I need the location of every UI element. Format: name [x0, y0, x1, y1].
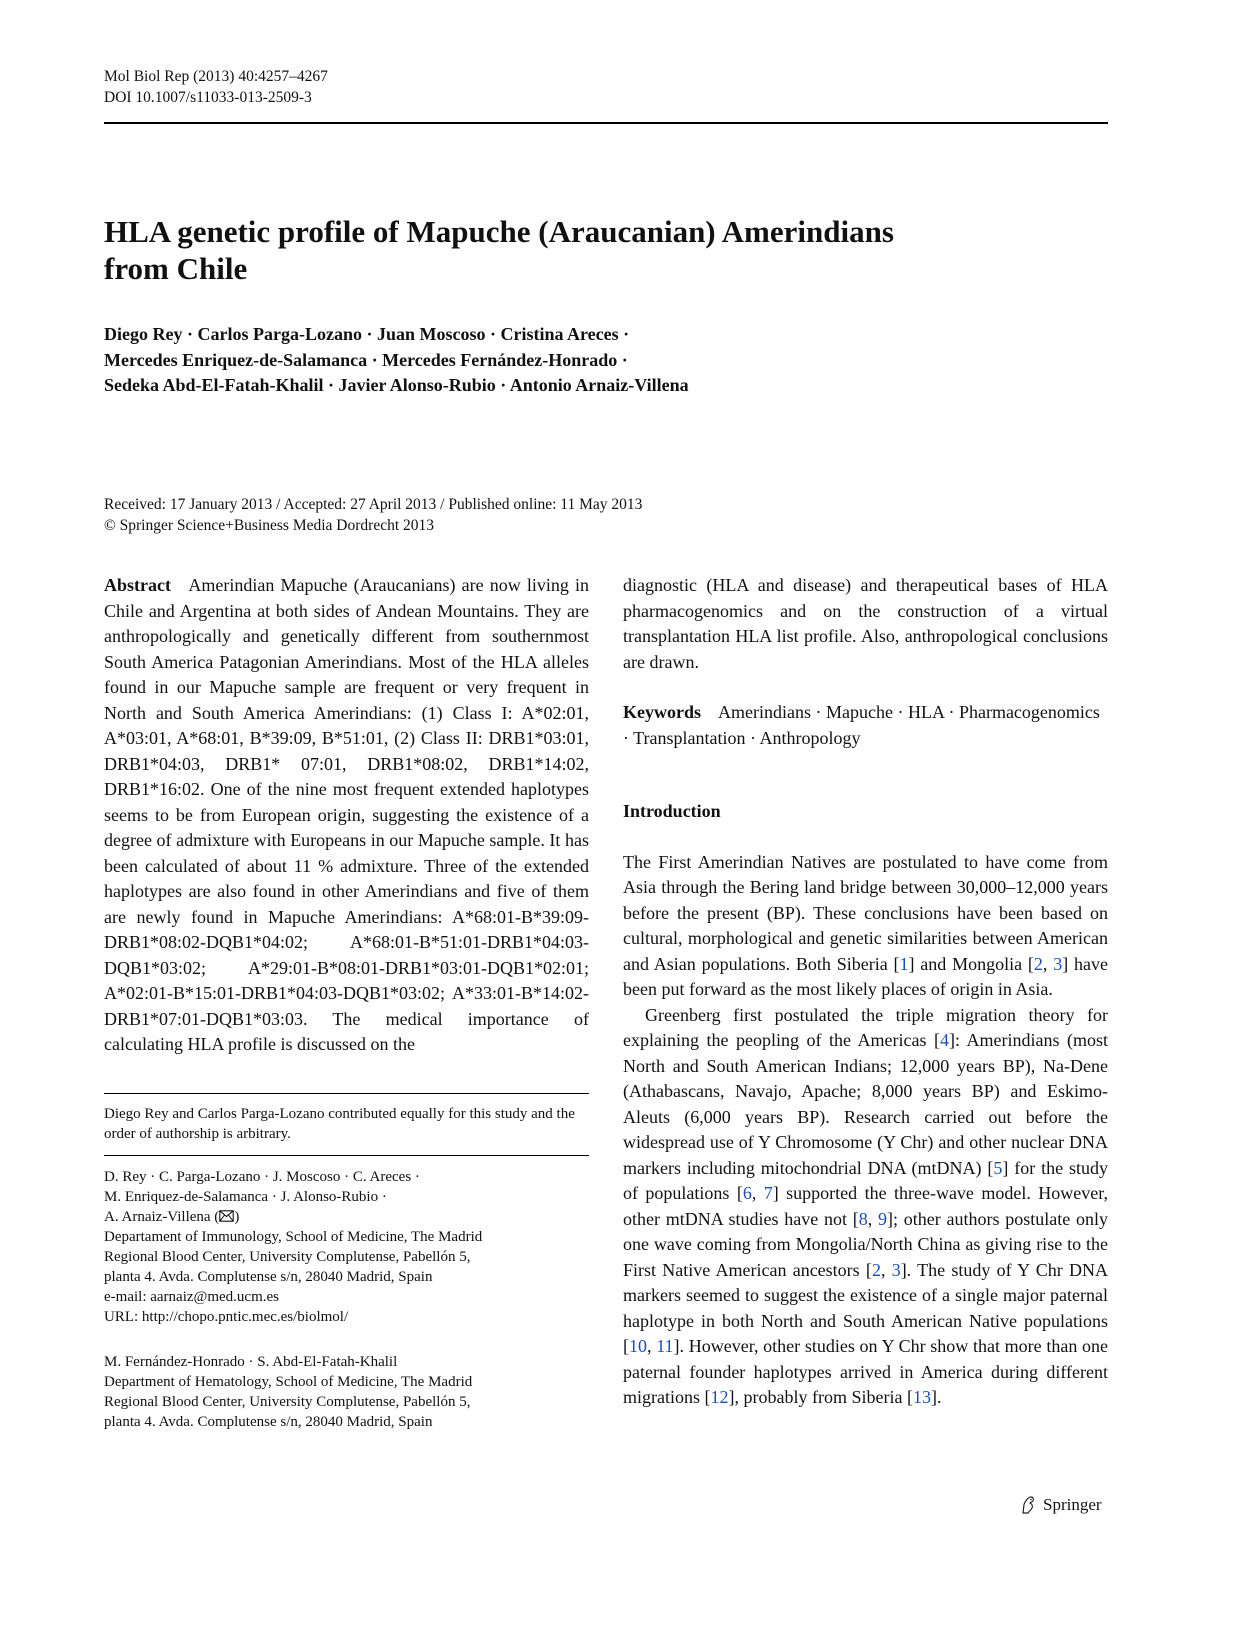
- paragraph-text: Greenberg first postulated the triple migration theory for explaining the peopling of the Americas [: [623, 1004, 1108, 1050]
- header-rule: [104, 122, 1108, 124]
- affiliation-department: Regional Blood Center, University Complutense, Pabellón 5,: [104, 1249, 471, 1265]
- citation-link[interactable]: 9: [878, 1208, 888, 1229]
- citation-link[interactable]: 10: [629, 1336, 647, 1356]
- journal-header: [104, 66, 328, 108]
- citation-link[interactable]: 2: [871, 1259, 881, 1280]
- doi: DOI 10.1007/s11033-013-2509-3: [104, 89, 312, 106]
- paragraph-text: ]. However, other studies on Y Chr show that more than one paternal founder haplotypes arrived in America during different migrations [: [623, 1336, 1109, 1407]
- paragraph-text: ,: [867, 1208, 879, 1229]
- publication-dates: [104, 494, 1004, 536]
- citation-link[interactable]: 3: [891, 1259, 901, 1280]
- contribution-text: Diego Rey and Carlos Parga-Lozano contributed equally for this study and the order of authorship is arbitrary.: [104, 1106, 575, 1142]
- citation-link[interactable]: 13: [912, 1387, 931, 1407]
- title-line: from Chile: [104, 251, 248, 286]
- affiliation-rule: [104, 1155, 589, 1156]
- author-line: Mercedes Enriquez-de-Salamanca · Mercedes Fernández-Honrado ·: [104, 349, 628, 370]
- citation-link[interactable]: 11: [656, 1336, 674, 1356]
- envelope-icon: [219, 1210, 234, 1222]
- affiliation-department: Regional Blood Center, University Complutense, Pabellón 5,: [104, 1394, 471, 1410]
- affiliation-hematology: [104, 1352, 589, 1432]
- corresponding-author: A. Arnaiz-Villena ( ): [104, 1209, 240, 1225]
- abstract-text: Amerindian Mapuche (Araucanians) are now living in Chile and Argentina at both sides of Andean Mountains. They are anthropologically and genetically different from southernmost South America Patagonian Amerindians. Most of the HLA alleles found in our Mapuche sample are frequent or very frequent in North and South America Amerindians: (1) Class I: A*02:01, A*03:01, A*68:01, B*39:09, B*51:01, (2) Class II: DRB1*03:01, DRB1*04:03, DRB1* 07:01, DRB1*08:02, DRB1*14:02, DRB1*16:02. One of the nine most frequent extended haplotypes seems to be from European origin, suggesting the existence of a degree of admixture with Europeans in our Mapuche sample. It has been calculated of about 11 % admixture. Three of the extended haplotypes are also found in other Amerindians and five of them are newly found in Mapuche Amerindians: A*68:01-B*39:09-DRB1*08:02-DQB1*04:02; A*68:01-B*51:01-DRB1*04:03-DQB1*03:02; A*29:01-B*08:01-DRB1*03:01-DQB1*02:01; A*02:01-B*15:01-DRB1*04:03-DQB1*03:02; A*33:01-B*14:02-DRB1*07:01-DQB1*03:03. The medical importance of calculating HLA profile is discussed on the: [104, 575, 589, 1054]
- affiliation-names: D. Rey · C. Parga-Lozano · J. Moscoso · C. Areces ·: [104, 1169, 420, 1185]
- affiliation-names: M. Fernández-Honrado · S. Abd-El-Fatah-Khalil: [104, 1354, 398, 1370]
- citation-link[interactable]: 7: [763, 1183, 773, 1203]
- contribution-note: [104, 1104, 589, 1144]
- affiliation-department: Department of Hematology, School of Medicine, The Madrid: [104, 1374, 473, 1390]
- title-line: HLA genetic profile of Mapuche (Araucanian) Amerindians: [104, 214, 894, 249]
- paragraph-text: ,: [880, 1259, 892, 1280]
- left-column: [104, 573, 589, 1058]
- publisher-logo: [1018, 1495, 1102, 1515]
- affiliation-department: Departament of Immunology, School of Medicine, The Madrid: [104, 1229, 483, 1245]
- paragraph-text: ] have been put forward as the most likely places of origin in Asia.: [623, 953, 1108, 999]
- publisher-name: Springer: [1043, 1495, 1102, 1514]
- abstract-continued: diagnostic (HLA and disease) and therapeutical bases of HLA pharmacogenomics and on the construction of a virtual transplantation HLA list profile. Also, anthropological conclusions are drawn.: [623, 575, 1108, 672]
- citation-link[interactable]: 4: [940, 1030, 949, 1050]
- citation-link[interactable]: 3: [1053, 953, 1063, 974]
- affiliation-address: planta 4. Avda. Complutense s/n, 28040 Madrid, Spain: [104, 1269, 433, 1285]
- paragraph-text: ], probably from Siberia [: [728, 1387, 913, 1407]
- springer-horse-icon: [1018, 1495, 1038, 1515]
- paragraph-text: The First Amerindian Natives are postulated to have come from Asia through the Bering land bridge between 30,000–12,000 years before the present (BP). These conclusions have been based on cultural, morphological and genetic similarities between American and Asian populations. Both Siberia [: [623, 851, 1108, 974]
- paragraph-text: ,: [647, 1336, 657, 1356]
- paragraph-text: ] for the study of populations [: [623, 1157, 1108, 1203]
- affiliation-url[interactable]: URL: http://chopo.pntic.mec.es/biolmol/: [104, 1309, 349, 1325]
- citation-link[interactable]: 6: [742, 1183, 752, 1203]
- citation-link[interactable]: 1: [899, 953, 909, 974]
- history-dates: Received: 17 January 2013 / Accepted: 27 April 2013 / Published online: 11 May 2013: [104, 496, 643, 513]
- abstract-label: Abstract: [104, 575, 171, 595]
- paper-title: [104, 213, 1004, 287]
- citation-link[interactable]: 8: [858, 1208, 868, 1229]
- introduction-paragraph: [623, 1003, 1108, 1411]
- footnote-rule: [104, 1093, 589, 1094]
- paragraph-text: ]: Amerindians (most North and South American Indians; 12,000 years BP), Na-Dene (Athabascans, Navajo, Apache; 8,000 years BP) and Eskimo-Aleuts (6,000 years BP). Research carried out before the widespread use of Y Chromosome (Y Chr) and other nuclear DNA markers including mitochondrial DNA (mtDNA) [: [623, 1030, 1109, 1178]
- journal-citation: Mol Biol Rep (2013) 40:4257–4267: [104, 68, 328, 85]
- introduction-paragraph: [623, 850, 1108, 1003]
- citation-link[interactable]: 12: [710, 1387, 729, 1407]
- paragraph-text: ].: [930, 1387, 942, 1407]
- paragraph-text: ,: [751, 1183, 764, 1203]
- author-line: Diego Rey · Carlos Parga-Lozano · Juan Moscoso · Cristina Areces ·: [104, 324, 630, 344]
- author-line: Sedeka Abd-El-Fatah-Khalil · Javier Alonso-Rubio · Antonio Arnaiz-Villena: [104, 375, 689, 395]
- paragraph-text: ] and Mongolia [: [908, 953, 1034, 974]
- abstract: [104, 573, 589, 1058]
- section-heading-introduction: Introduction: [623, 801, 721, 821]
- affiliation-email[interactable]: e-mail: aarnaiz@med.ucm.es: [104, 1289, 279, 1305]
- paragraph-text: ] supported the three-wave model. However, other mtDNA studies have not [: [623, 1183, 1108, 1229]
- keywords-text: Amerindians · Mapuche · HLA · Pharmacogenomics · Transplantation · Anthropology: [623, 702, 1100, 748]
- affiliation-names: M. Enriquez-de-Salamanca · J. Alonso-Rubio ·: [104, 1189, 387, 1205]
- paragraph-text: ]. The study of Y Chr DNA markers seemed to suggest the existence of a single major paternal haplotype in both North and South American Native populations [: [623, 1259, 1108, 1356]
- copyright: © Springer Science+Business Media Dordrecht 2013: [104, 517, 435, 534]
- paragraph-text: ]; other authors postulate only one wave coming from Mongolia/North China as giving rise to the First Native American ancestors [: [623, 1208, 1108, 1280]
- affiliation-immunology: [104, 1167, 589, 1327]
- paragraph-text: ,: [1042, 953, 1054, 974]
- author-list: [104, 322, 1004, 399]
- affiliation-address: planta 4. Avda. Complutense s/n, 28040 Madrid, Spain: [104, 1414, 433, 1430]
- keywords: [623, 700, 1108, 751]
- citation-link[interactable]: 5: [993, 1157, 1003, 1178]
- citation-link[interactable]: 2: [1033, 953, 1043, 974]
- right-column: [623, 573, 1108, 1411]
- keywords-label: Keywords: [623, 702, 701, 722]
